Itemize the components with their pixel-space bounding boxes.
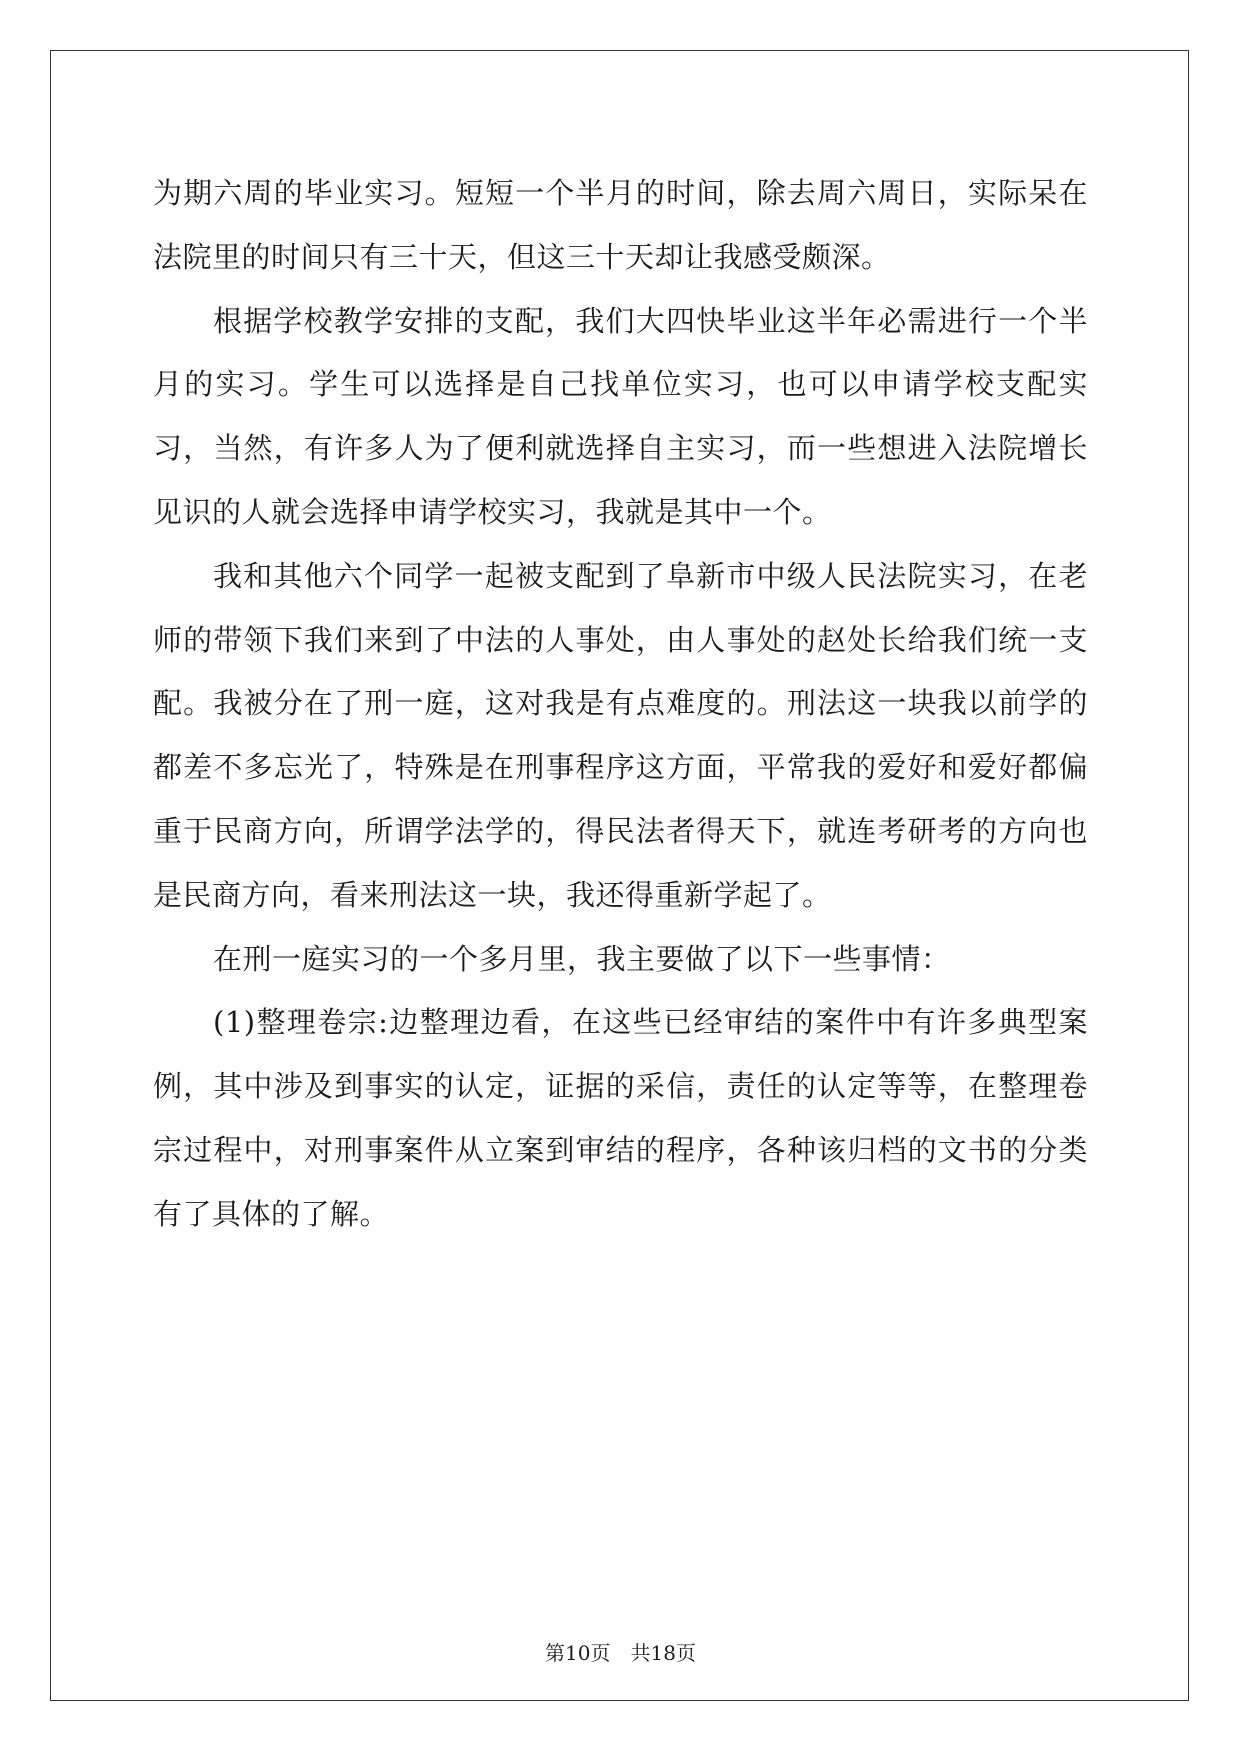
paragraph-2: 根据学校教学安排的支配，我们大四快毕业这半年必需进行一个半月的实习。学生可以选择是自己找单位实习，也可以申请学校支配实习，当然，有许多人为了便利就选择自主实习，而一些想进入法院增长见识的人就会选择申请学校实习，我就是其中一个。 (153, 303, 1088, 529)
paragraph-5: (1)整理卷宗:边整理边看，在这些已经审结的案件中有许多典型案例，其中涉及到事实的认定，证据的采信，责任的认定等等，在整理卷宗过程中，对刑事案件从立案到审结的程序，各种该归档的文书的分类有了具体的了解。 (153, 1005, 1088, 1231)
page-footer (0, 1637, 1241, 1666)
document-body (153, 162, 1088, 1247)
paragraph-3: 我和其他六个同学一起被支配到了阜新市中级人民法院实习，在老师的带领下我们来到了中法的人事处，由人事处的赵处长给我们统一支配。我被分在了刑一庭，这对我是有点难度的。刑法这一块我以前学的都差不多忘光了，特殊是在刑事程序这方面，平常我的爱好和爱好都偏重于民商方向，所谓学法学的，得民法者得天下，就连考研考的方向也是民商方向，看来刑法这一块，我还得重新学起了。 (153, 558, 1088, 912)
paragraph-1: 为期六周的毕业实习。短短一个半月的时间，除去周六周日，实际呆在法院里的时间只有三十天，但这三十天却让我感受颇深。 (153, 176, 1088, 274)
paragraph-4: 在刑一庭实习的一个多月里，我主要做了以下一些事情： (213, 941, 951, 976)
page-number-label: 第10页 共18页 (545, 1641, 696, 1665)
